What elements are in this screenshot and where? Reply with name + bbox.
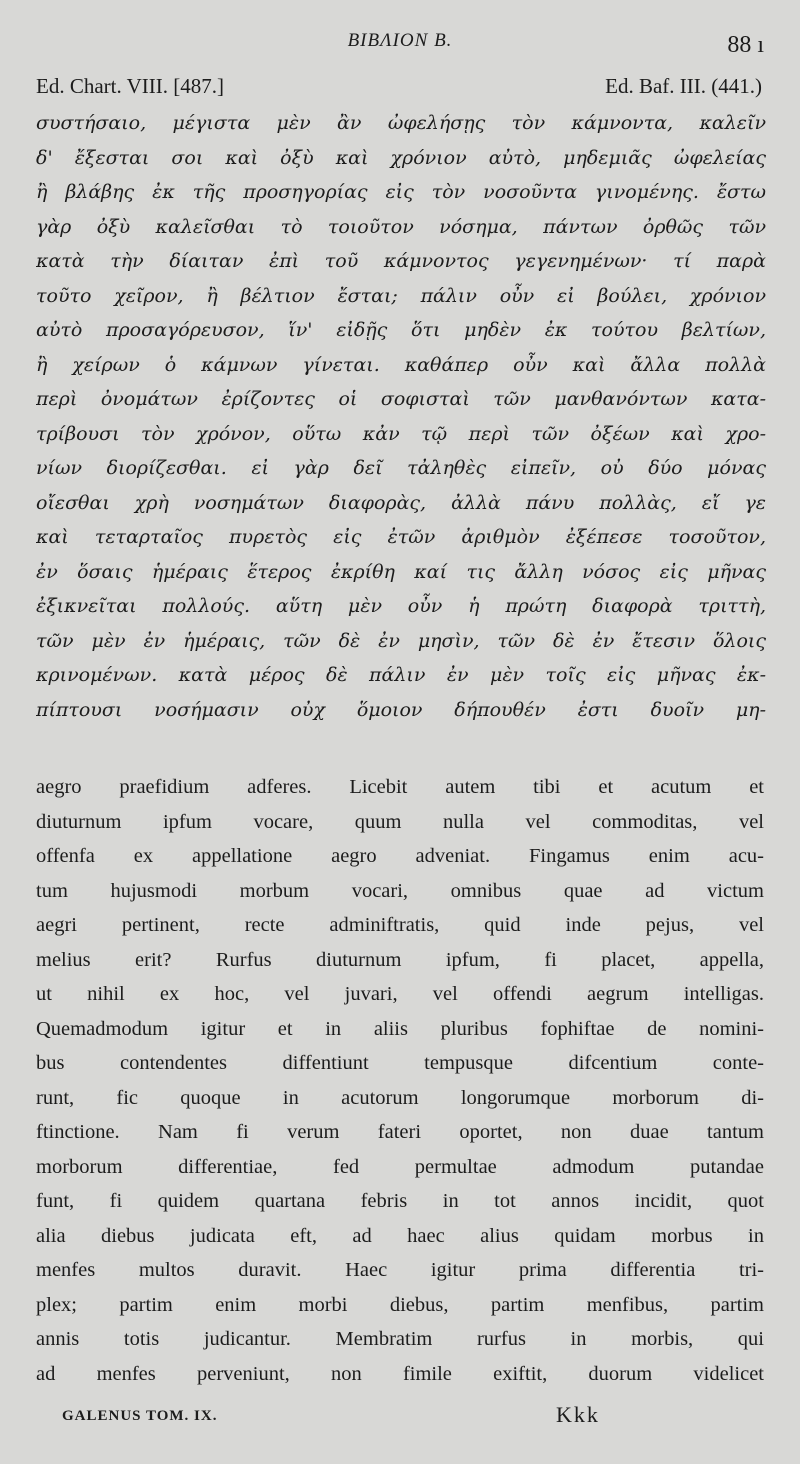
edition-reference-basel: Ed. Baf. III. (441.) (605, 74, 762, 98)
latin-line: ad menfes perveniunt, non fimile exiftit, duorum videlicet (36, 1362, 764, 1385)
greek-line: δ' ἔξεσται σοι καὶ ὀξὺ καὶ χρόνιον αὐτὸ, μηδεμιᾶς ὠφελείας (36, 146, 766, 169)
greek-line: περὶ ὀνομάτων ἐρίζοντες οἱ σοφισταὶ τῶν μανθανόντων κατα- (36, 388, 766, 410)
latin-line: annis totis judicantur. Membratim rurfus in morbis, qui (36, 1328, 764, 1350)
greek-line: κρινομένων. κατὰ μέρος δὲ πάλιν ἐν μὲν τοῖς εἰς μῆνας ἐκ- (36, 664, 766, 686)
latin-line: runt, fic quoque in acutorum longorumque morborum di- (36, 1086, 764, 1109)
latin-line: menfes multos duravit. Haec igitur prima differentia tri- (36, 1259, 764, 1281)
greek-line: ἐν ὅσαις ἡμέραις ἕτερος ἐκρίθη καί τις ἄλλη νόσος εἰς μῆνας (36, 560, 766, 583)
latin-text-block (36, 770, 764, 1391)
greek-line: οἴεσθαι χρὴ νοσημάτων διαφορὰς, ἀλλὰ πάνυ πολλὰς, εἴ γε (36, 491, 766, 514)
greek-line: αὐτὸ προσαγόρευσον, ἵν' εἰδῇς ὅτι μηδὲν ἐκ τούτου βελτίων, (36, 319, 766, 341)
signature-mark: Kkk (556, 1402, 600, 1427)
greek-line: ἢ βλάβης ἐκ τῆς προσηγορίας εἰς τὸν νοσοῦντα γινομένης. ἔστω (36, 181, 766, 203)
latin-line: morborum differentiae, fed permultae admodum putandae (36, 1155, 764, 1178)
signature-line: GALENUS TOM. IX. (62, 1408, 218, 1424)
latin-line: Quemadmodum igitur et in aliis pluribus fophiftae de nomini- (36, 1017, 764, 1040)
greek-line: κατὰ τὴν δίαιταν ἐπὶ τοῦ κάμνοντος γεγενημένων· τί παρὰ (36, 250, 766, 272)
latin-line: alia diebus judicata eft, ad haec alius quidam morbus in (36, 1224, 764, 1247)
latin-line: melius erit? Rurfus diuturnum ipfum, fi placet, appella, (36, 948, 764, 971)
latin-line: aegro praefidium adferes. Licebit autem tibi et acutum et (36, 776, 764, 798)
latin-line: tum hujusmodi morbum vocari, omnibus quae ad victum (36, 879, 764, 902)
greek-line: τοῦτο χεῖρον, ἢ βέλτιον ἔσται; πάλιν οὖν εἰ βούλει, χρόνιον (36, 284, 766, 307)
page-number: 88 ı (727, 32, 764, 58)
greek-line: γὰρ ὀξὺ καλεῖσθαι τὸ τοιοῦτον νόσημα, πάντων ὀρθῶς τῶν (36, 215, 766, 238)
greek-line: τρίβουσι τὸν χρόνον, οὕτω κἀν τῷ περὶ τῶν ὀξέων καὶ χρο- (36, 422, 766, 445)
greek-line: πίπτουσι νοσήμασιν οὐχ ὅμοιον δήπουθέν ἐστι δυοῖν μη- (36, 698, 766, 721)
latin-line: diuturnum ipfum vocare, quum nulla vel commoditas, vel (36, 810, 764, 833)
edition-reference-chartier: Ed. Chart. VIII. [487.] (36, 74, 224, 98)
latin-line: offenfa ex appellatione aegro adveniat. Fingamus enim acu- (36, 845, 764, 867)
greek-line: νίων διορίζεσθαι. εἰ γὰρ δεῖ τἀληθὲς εἰπεῖν, οὐ δύο μόνας (36, 457, 766, 479)
latin-line: plex; partim enim morbi diebus, partim menfibus, partim (36, 1293, 764, 1316)
latin-line: ftinctione. Nam fi verum fateri oportet, non duae tantum (36, 1121, 764, 1143)
greek-line: καὶ τεταρταῖος πυρετὸς εἰς ἐτῶν ἀριθμὸν ἐξέπεσε τοσοῦτον, (36, 526, 766, 548)
greek-line: τῶν μὲν ἐν ἡμέραις, τῶν δὲ ἐν μησὶν, τῶν δὲ ἐν ἔτεσιν ὅλοις (36, 629, 766, 652)
latin-line: funt, fi quidem quartana febris in tot annos incidit, quot (36, 1190, 764, 1212)
latin-line: bus contendentes diffentiunt tempusque difcentium conte- (36, 1052, 764, 1074)
greek-line: ἐξικνεῖται πολλούς. αὕτη μὲν οὖν ἡ πρώτη διαφορὰ τριττὴ, (36, 595, 766, 617)
greek-line: ἢ χείρων ὁ κάμνων γίνεται. καθάπερ οὖν καὶ ἄλλα πολλὰ (36, 353, 766, 376)
latin-line: aegri pertinent, recte adminiftratis, quid inde pejus, vel (36, 914, 764, 936)
latin-line: ut nihil ex hoc, vel juvari, vel offendi aegrum intelligas. (36, 983, 764, 1005)
running-title: ΒΙΒΛΙΟΝ Β. (347, 30, 453, 51)
greek-text-block (36, 106, 766, 727)
greek-line: συστήσαιο, μέγιστα μὲν ἂν ὠφελήσῃς τὸν κάμνοντα, καλεῖν (36, 112, 766, 134)
